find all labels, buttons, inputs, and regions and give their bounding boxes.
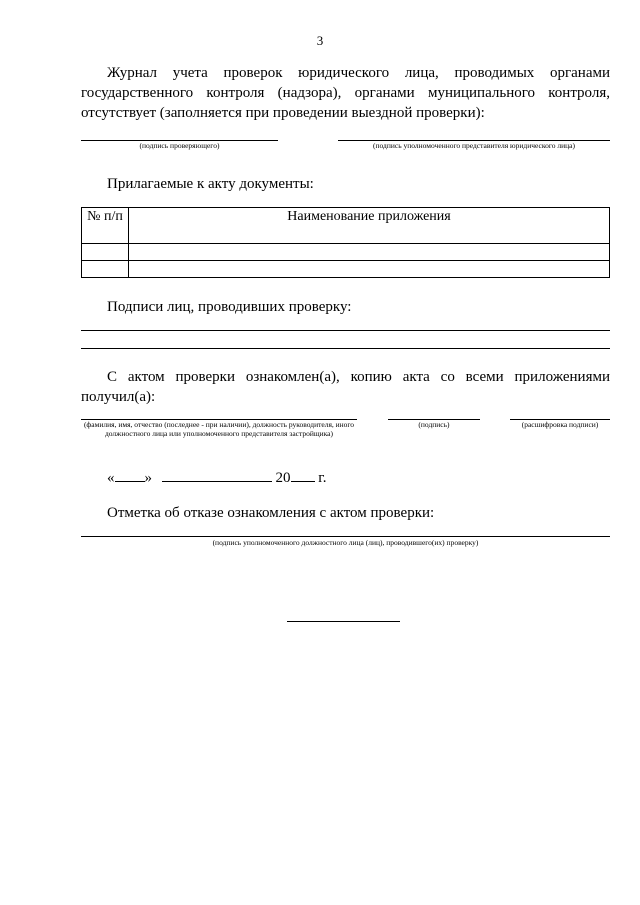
open-quote: « (107, 470, 115, 486)
inspector-signature-line-1[interactable] (81, 330, 610, 331)
close-quote: » (144, 470, 152, 486)
refusal-caption: (подпись уполномоченного должностного лица (лиц), проводившего(их) проверку) (212, 538, 479, 547)
representative-signature-caption: (подпись уполномоченного представителя юридического лица) (373, 141, 575, 150)
table-row (82, 244, 610, 261)
attachments-heading: Прилагаемые к акту документы: (107, 176, 314, 192)
refusal-heading: Отметка об отказе ознакомления с актом проверки: (107, 505, 435, 521)
page-number: 3 (316, 33, 324, 48)
signature-caption: (подпись) (418, 420, 450, 429)
acquainted-paragraph: С актом проверки ознакомлен(а), копию акта со всеми приложениями получил(а): (81, 369, 610, 405)
day-field[interactable] (115, 468, 145, 482)
attachments-table (81, 207, 610, 278)
inspector-signature-line-2[interactable] (81, 348, 610, 349)
signatures-heading: Подписи лиц, проводивших проверку: (107, 299, 352, 315)
table-row (82, 261, 610, 278)
table-cell-number[interactable] (82, 261, 129, 278)
month-field[interactable] (162, 468, 272, 482)
table-cell-name[interactable] (129, 244, 610, 261)
year-prefix: 20 (275, 470, 291, 486)
journal-paragraph: Журнал учета проверок юридического лица, проводимых органами государственного контроля (надзора), органами муниципального контроля, отсутствует (заполняется при проведении выездной проверки): (81, 65, 610, 121)
year-field[interactable] (291, 468, 315, 482)
table-cell-number[interactable] (82, 244, 129, 261)
year-suffix: г. (318, 470, 327, 486)
refusal-signature-line[interactable] (81, 536, 610, 537)
signature-decoding-caption: (расшифровка подписи) (521, 420, 599, 429)
table-header-row (82, 208, 610, 244)
fio-caption: (фамилия, имя, отчество (последнее - при наличии), должность руководителя, иного должностного лица или уполномоченного представителя застройщика) (83, 420, 355, 438)
column-header-number: № п/п (82, 208, 129, 244)
inspector-signature-caption: (подпись проверяющего) (139, 141, 220, 150)
column-header-name: Наименование приложения (129, 208, 610, 244)
table-cell-name[interactable] (129, 261, 610, 278)
closing-separator (287, 621, 400, 622)
date-line (107, 468, 326, 488)
